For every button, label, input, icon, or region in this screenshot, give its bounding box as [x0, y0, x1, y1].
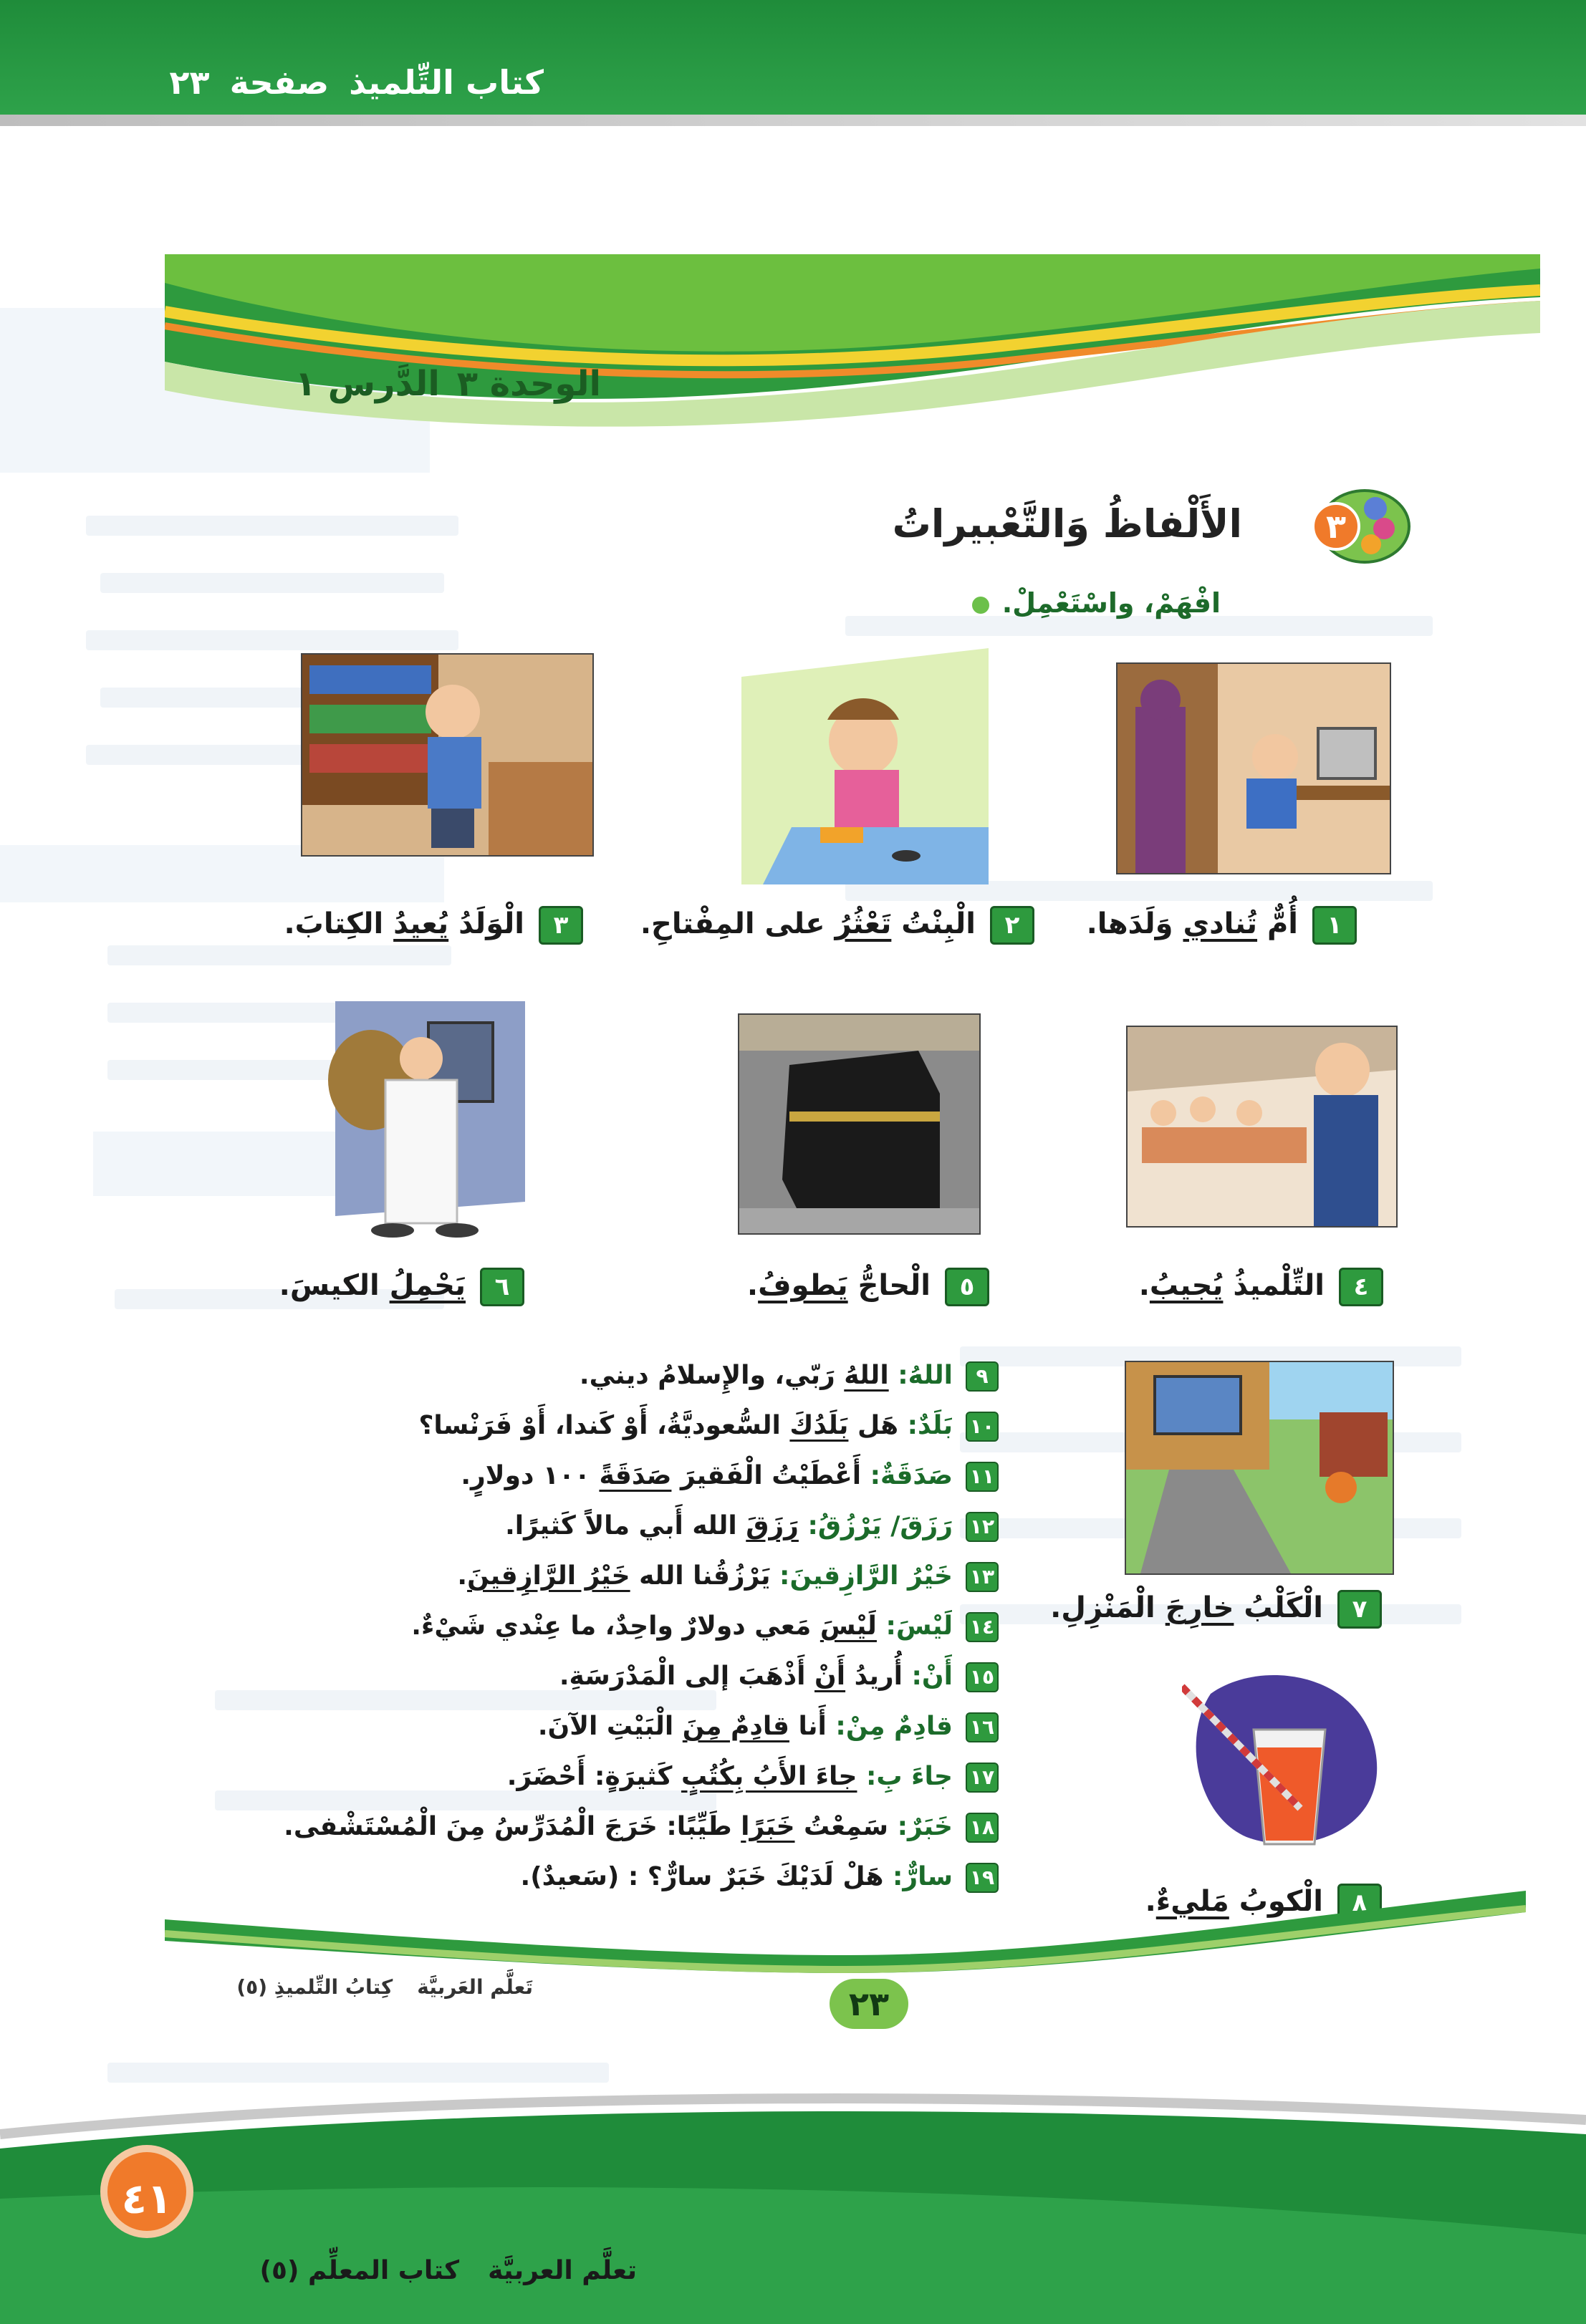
caption-5 — [747, 1268, 989, 1306]
picture-man-sack — [314, 1001, 525, 1245]
word-example — [857, 1762, 866, 1791]
word-term: خَيْرُ الرَّازِقينَ: — [779, 1561, 953, 1591]
picture-full-cup — [1182, 1665, 1390, 1862]
picture-mother-calling — [1116, 662, 1391, 874]
header-book: كتاب التِّلميذ — [349, 63, 544, 102]
word-term: صَدَقَةٌ: — [870, 1461, 953, 1490]
word-term: أَنْ: — [911, 1662, 953, 1691]
ghost-line — [100, 573, 444, 593]
ghost-line — [86, 516, 458, 536]
word-example-key: خَبَرًا — [741, 1812, 795, 1841]
word-number: ١٣ — [966, 1562, 999, 1592]
ghost-line — [845, 616, 1433, 636]
word-item-13 — [457, 1561, 999, 1592]
teacher-footer — [231, 2256, 637, 2285]
word-example — [889, 1361, 898, 1390]
word-example: طَيِّبًا: خَرَجَ الْمُدَرِّسُ مِنَ الْمُسْتَشْفى. — [284, 1812, 741, 1841]
word-example: أَعْطَيْتُ الْفَقيرَ — [671, 1461, 870, 1490]
caption-number: ١ — [1312, 906, 1357, 945]
ghost-line — [107, 945, 451, 965]
caption-text: الْمَنْزِلِ. — [1050, 1591, 1166, 1624]
caption-keyword: يَطوفُ — [758, 1269, 848, 1302]
word-item-11 — [461, 1461, 999, 1492]
caption-text: . — [746, 1269, 759, 1302]
word-example-key: جاءَ الأَبُ بِكُتُبٍ — [681, 1762, 857, 1791]
caption-number: ٣ — [539, 906, 583, 945]
word-number: ١٧ — [966, 1763, 999, 1793]
word-item-15 — [559, 1662, 999, 1692]
caption-keyword: مَليءٌ — [1155, 1885, 1229, 1918]
teacher-footer-book: كتاب المعلِّم (٥) — [259, 2256, 460, 2285]
word-item-12 — [505, 1511, 999, 1542]
word-example: . — [457, 1561, 468, 1591]
caption-number: ٨ — [1337, 1884, 1382, 1922]
caption-number: ٥ — [945, 1268, 989, 1306]
word-item-9 — [580, 1361, 999, 1392]
ghost-line — [86, 630, 458, 650]
caption-text: التِّلْميذُ — [1223, 1269, 1325, 1302]
student-footer — [212, 1975, 533, 1999]
caption-keyword: يُعيدُ — [393, 907, 449, 940]
word-example — [799, 1511, 808, 1541]
caption-text: أُمٌّ — [1257, 907, 1298, 940]
word-example: كَثيرَةٍ: أَحْضَرَ. — [506, 1762, 681, 1791]
ghost-line — [107, 2063, 609, 2083]
caption-keyword: يَحْمِلُ — [389, 1269, 466, 1302]
header-page-word: صفحة — [229, 63, 330, 102]
word-number: ١٠ — [966, 1412, 999, 1442]
word-term: سارٌّ: — [892, 1862, 953, 1891]
caption-1 — [1087, 906, 1357, 945]
word-number: ١٤ — [966, 1612, 999, 1642]
caption-6 — [279, 1268, 524, 1306]
word-example-key: صَدَقَةً — [599, 1461, 672, 1490]
caption-number: ٤ — [1339, 1268, 1383, 1306]
caption-keyword: خارِجَ — [1165, 1591, 1234, 1624]
footer-book: كِتابُ التِّلميذِ (٥) — [236, 1975, 393, 1999]
header-page-number: ٢٣ — [169, 63, 210, 102]
caption-text: الْبِنْتُ — [891, 907, 976, 940]
caption-number: ٦ — [480, 1268, 524, 1306]
word-item-16 — [538, 1712, 999, 1742]
picture-dog-house — [1125, 1361, 1394, 1575]
word-term: بَلَدٌ: — [907, 1411, 953, 1440]
word-example: أُريدُ — [845, 1662, 912, 1691]
word-number: ١٦ — [966, 1712, 999, 1742]
caption-text: . — [1145, 1885, 1156, 1918]
word-number: ١٩ — [966, 1863, 999, 1893]
word-example: رَبّي، والإِسلامُ ديني. — [579, 1361, 845, 1390]
caption-text: الكِتابَ. — [284, 907, 394, 940]
caption-text: الْكَلْبُ — [1234, 1591, 1323, 1624]
word-example: هَل — [848, 1411, 908, 1440]
word-term: جاءَ بِ: — [866, 1762, 953, 1791]
word-item-10 — [418, 1411, 999, 1442]
ghost-line — [215, 1790, 716, 1810]
caption-text: . — [1138, 1269, 1150, 1302]
caption-3 — [284, 906, 583, 945]
word-example-key: أَنْ — [814, 1662, 846, 1691]
word-example: أَذْهَبَ إلى الْمَدْرَسَةِ. — [559, 1662, 814, 1691]
word-number: ١١ — [966, 1462, 999, 1492]
word-example-key: قادِمٌ مِنَ — [682, 1712, 789, 1741]
caption-keyword: تُنادي — [1183, 907, 1258, 940]
word-term: قادِمٌ مِنْ: — [835, 1712, 953, 1741]
caption-text: الْوَلَدُ — [448, 907, 524, 940]
unit-banner — [165, 254, 1540, 433]
caption-number: ٧ — [1337, 1590, 1382, 1629]
caption-keyword: يُجيبُ — [1149, 1269, 1224, 1302]
word-item-19 — [521, 1862, 999, 1893]
header-stripe — [0, 115, 1586, 126]
picture-girl-key — [741, 648, 989, 884]
section-title: الأَلْفاظُ وَالتَّعْبيراتُ — [892, 501, 1242, 546]
picture-kaaba — [738, 1013, 981, 1235]
picture-student-answers — [1126, 1026, 1398, 1228]
word-example: هَلْ لَدَيْكَ خَبَرٌ سارٌّ؟ : (سَعيدٌ). — [520, 1862, 893, 1891]
caption-text: وَلَدَها. — [1086, 907, 1183, 940]
word-term: خَبَرٌ: — [897, 1812, 953, 1841]
word-example-key: خَيْرُ الرَّازِقينَ — [467, 1561, 630, 1591]
word-term: رَزَقَ/ يَرْزُقُ: — [807, 1511, 953, 1541]
word-item-17 — [507, 1762, 999, 1793]
section-number: ٣ — [1325, 507, 1347, 546]
ghost-line — [215, 1690, 716, 1710]
teacher-page-number: ٤١ — [100, 2145, 193, 2238]
word-number: ٩ — [966, 1361, 999, 1392]
word-item-14 — [411, 1611, 999, 1642]
picture-boy-book — [301, 653, 594, 857]
caption-2 — [640, 906, 1034, 945]
word-item-18 — [284, 1812, 999, 1843]
caption-text: الْحاجُّ — [847, 1269, 931, 1302]
word-number: ١٥ — [966, 1662, 999, 1692]
word-example-key: اللهُ — [844, 1361, 889, 1390]
word-example: أَنا — [789, 1712, 836, 1741]
word-example: الْبَيْتِ الآنَ. — [537, 1712, 683, 1741]
caption-4 — [1139, 1268, 1383, 1306]
footer-series: تَعلَّم العَربيَّة — [417, 1975, 533, 1999]
caption-number: ٢ — [990, 906, 1034, 945]
unit-label: الوحدة ٣ — [456, 364, 601, 404]
caption-text: على المِفْتاحِ. — [640, 907, 835, 940]
caption-7 — [1050, 1590, 1382, 1629]
word-number: ١٢ — [966, 1512, 999, 1542]
header-title — [149, 63, 544, 102]
instruction: افْهَمْ، واسْتَعْمِلْ. — [972, 587, 1221, 619]
word-example-key: بَلَدُكَ — [789, 1411, 849, 1440]
teacher-footer-band — [0, 2091, 1586, 2324]
word-example: ١٠٠ دولارٍ. — [461, 1461, 600, 1490]
word-example: السُّعوديَّةُ، أَوْ كَندا، أَوْ فَرَنْسا؟ — [418, 1411, 790, 1440]
word-example: مَعي دولارٌ واحِدٌ، ما عِنْدي شَيْءٌ. — [411, 1611, 820, 1641]
lesson-label: الدَّرس ١ — [294, 364, 440, 404]
word-term: اللهُ: — [898, 1361, 953, 1390]
word-example-key: رَزَقَ — [746, 1511, 799, 1541]
word-example: يَرْزُقُنا الله — [630, 1561, 780, 1591]
unit-lesson-title — [295, 364, 601, 404]
caption-text: الكيسَ. — [279, 1269, 390, 1302]
word-term: لَيْسَ: — [885, 1611, 953, 1641]
word-number: ١٨ — [966, 1813, 999, 1843]
word-example-key: لَيْسَ — [820, 1611, 877, 1641]
word-example: سَمِعْتُ — [794, 1812, 898, 1841]
student-page-number: ٢٣ — [830, 1979, 908, 2029]
word-example — [877, 1611, 886, 1641]
teacher-footer-series: تعلَّم العربيَّة — [488, 2256, 637, 2285]
caption-text: الْكوبُ — [1229, 1885, 1323, 1918]
word-example: الله أَبي مالاً كَثيرًا. — [505, 1511, 746, 1541]
caption-keyword: تَعْثُرُ — [835, 907, 892, 940]
